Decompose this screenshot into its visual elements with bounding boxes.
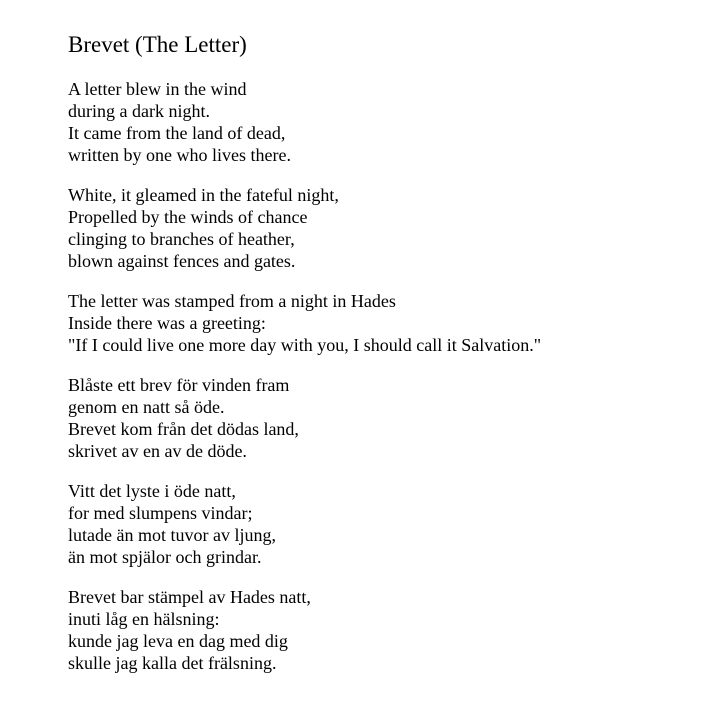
poem-line: The letter was stamped from a night in Hades: [68, 291, 396, 311]
poem-line: lutade än mot tuvor av ljung,: [68, 525, 276, 545]
stanza-5: [68, 480, 708, 568]
poem-line: blown against fences and gates.: [68, 251, 296, 271]
poem-line: clinging to branches of heather,: [68, 229, 295, 249]
stanza-2: [68, 184, 708, 272]
stanza-4: [68, 374, 708, 462]
poem-line: Blåste ett brev för vinden fram: [68, 375, 290, 395]
poem-line: during a dark night.: [68, 101, 210, 121]
poem-line: Propelled by the winds of chance: [68, 207, 308, 227]
poem-line: inuti låg en hälsning:: [68, 609, 220, 629]
stanza-3: [68, 290, 708, 356]
poem-line: A letter blew in the wind: [68, 79, 247, 99]
poem-line: kunde jag leva en dag med dig: [68, 631, 288, 651]
poem-line: Inside there was a greeting:: [68, 313, 266, 333]
poem-title: Brevet (The Letter): [68, 32, 247, 57]
poem-line: genom en natt så öde.: [68, 397, 225, 417]
poem-line: for med slumpens vindar;: [68, 503, 253, 523]
stanza-6: [68, 586, 708, 674]
poem-line: Brevet bar stämpel av Hades natt,: [68, 587, 311, 607]
stanza-1: [68, 78, 708, 166]
poem-line: Brevet kom från det dödas land,: [68, 419, 299, 439]
poem-line: It came from the land of dead,: [68, 123, 286, 143]
poem-line: skulle jag kalla det frälsning.: [68, 653, 277, 673]
poem-line: än mot spjälor och grindar.: [68, 547, 262, 567]
poem-line: skrivet av en av de döde.: [68, 441, 247, 461]
poem-line: written by one who lives there.: [68, 145, 291, 165]
poem-page: [68, 30, 708, 692]
poem-line: "If I could live one more day with you, I should call it Salvation.": [68, 335, 542, 355]
poem-line: White, it gleamed in the fateful night,: [68, 185, 339, 205]
poem-line: Vitt det lyste i öde natt,: [68, 481, 236, 501]
